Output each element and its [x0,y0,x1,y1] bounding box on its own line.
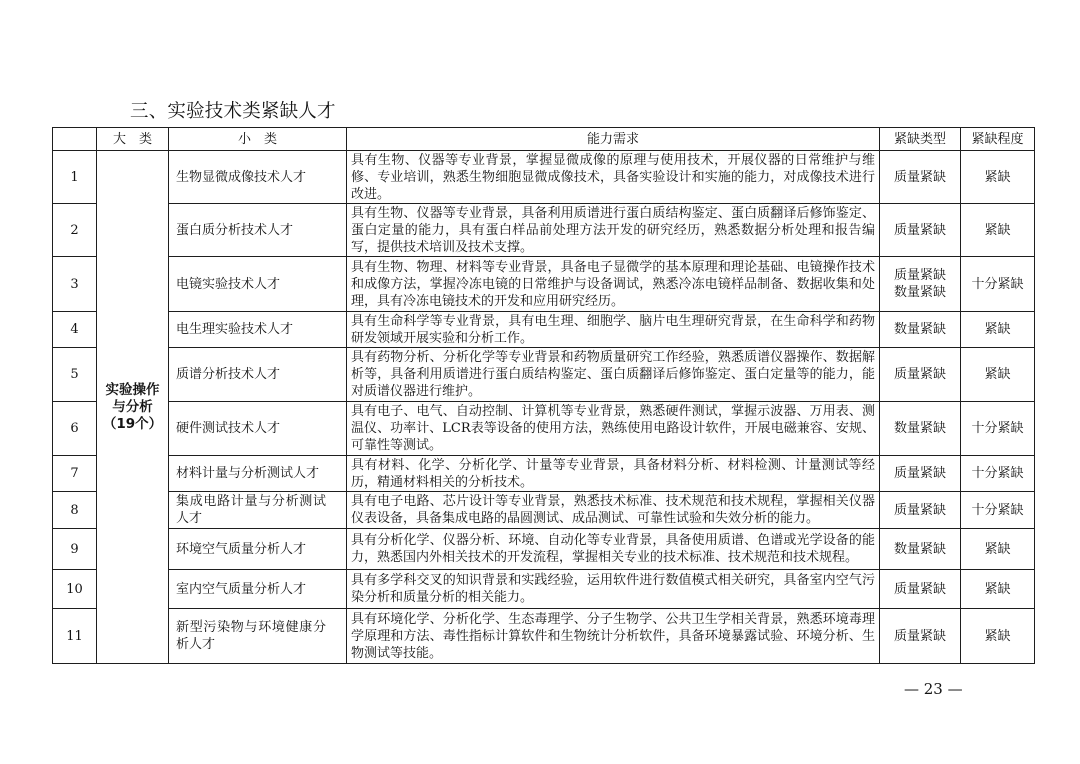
table-row [53,257,1035,312]
shortage-level-cell: 紧缺 [961,348,1035,402]
page-number: — 23 — [904,680,963,698]
table-row [53,570,1035,609]
header-subcategory: 小 类 [169,128,347,151]
requirements-cell: 具有电子电路、芯片设计等专业背景，熟悉技术标准、技术规范和技术规程，掌握相关仪器仪表设备，具备集成电路的晶圆测试、成品测试、可靠性试验和失效分析的能力。 [347,492,880,529]
shortage-type: 质量紧缺 [893,169,946,185]
category-line: 与分析 [112,398,153,415]
subcategory-cell: 室内空气质量分析人才 [169,570,347,609]
subcategory-cell: 环境空气质量分析人才 [169,529,347,570]
shortage-type-cell [880,570,961,609]
shortage-level-cell: 十分紧缺 [961,456,1035,492]
requirements-cell: 具有生命科学等专业背景，具有电生理、细胞学、脑片电生理研究背景，在生命科学和药物研发领域开展实验和分析工作。 [347,312,880,348]
shortage-type-cell [880,348,961,402]
subcategory-cell: 硬件测试技术人才 [169,402,347,456]
shortage-type: 质量紧缺 [893,222,946,238]
requirements-cell: 具有生物、仪器等专业背景，具备利用质谱进行蛋白质结构鉴定、蛋白质翻译后修饰鉴定、蛋白定量的能力，具有蛋白样品前处理方法开发的研究经历，熟悉数据分析处理和报告编写，提供技术培训及技术支撑。 [347,204,880,257]
shortage-type: 数量紧缺 [893,421,946,436]
section-title: 三、实验技术类紧缺人才 [130,101,336,122]
shortage-type: 质量紧缺 [893,628,946,644]
row-number: 2 [53,204,97,257]
shortage-level-cell: 紧缺 [961,312,1035,348]
subcategory-cell: 材料计量与分析测试人才 [169,456,347,492]
requirements-cell: 具有材料、化学、分析化学、计量等专业背景，具备材料分析、材料检测、计量测试等经历，精通材料相关的分析技术。 [347,456,880,492]
table-row [53,151,1035,204]
category-cell [97,151,169,664]
shortage-type: 质量紧缺 [893,502,946,518]
talent-table [52,127,1035,664]
row-number: 5 [53,348,97,402]
subcategory-cell: 集成电路计量与分析测试人才 [169,492,347,529]
shortage-type: 质量紧缺 [893,466,946,481]
shortage-type-cell [880,257,961,312]
row-number: 4 [53,312,97,348]
shortage-type-cell [880,312,961,348]
shortage-type-cell [880,529,961,570]
row-number: 1 [53,151,97,204]
requirements-cell: 具有生物、物理、材料等专业背景，具备电子显微学的基本原理和理论基础、电镜操作技术和成像方法，掌握冷冻电镜的日常维护与设备调试，熟悉冷冻电镜样品制备、数据收集和处理，具有冷冻电镜技术的开发和应用研究经历。 [347,257,880,312]
table-row [53,312,1035,348]
requirements-cell: 具有药物分析、分析化学等专业背景和药物质量研究工作经验，熟悉质谱仪器操作、数据解析等，具备利用质谱进行蛋白质结构鉴定、蛋白质翻译后修饰鉴定、蛋白定量等的能力，能对质谱仪器进行维护。 [347,348,880,402]
requirements-cell: 具有环境化学、分析化学、生态毒理学、分子生物学、公共卫生学相关背景，熟悉环境毒理学原理和方法、毒性指标计算软件和生物统计分析软件，具备环境暴露试验、环境分析、生物测试等技能。 [347,609,880,664]
subcategory-cell: 新型污染物与环境健康分析人才 [169,609,347,664]
header-index [53,128,97,151]
row-number: 7 [53,456,97,492]
requirements-cell: 具有电子、电气、自动控制、计算机等专业背景，熟悉硬件测试，掌握示波器、万用表、测温仪、功率计、LCR表等设备的使用方法，熟练使用电路设计软件，开展电磁兼容、安规、可靠性等测试。 [347,402,880,456]
shortage-type: 数量紧缺 [893,285,946,300]
shortage-level-cell: 十分紧缺 [961,492,1035,529]
row-number: 9 [53,529,97,570]
row-number: 10 [53,570,97,609]
header-category: 大 类 [97,128,169,151]
shortage-level-cell: 紧缺 [961,570,1035,609]
shortage-type-cell [880,492,961,529]
shortage-type-cell [880,402,961,456]
shortage-type: 数量紧缺 [893,322,946,337]
requirements-cell: 具有分析化学、仪器分析、环境、自动化等专业背景，具备使用质谱、色谱或光学设备的能力，熟悉国内外相关技术的开发流程，掌握相关专业的技术标准、技术规范和技术规程。 [347,529,880,570]
table-row [53,348,1035,402]
row-number: 8 [53,492,97,529]
subcategory-cell: 蛋白质分析技术人才 [169,204,347,257]
table-header-row [53,128,1035,151]
shortage-type: 质量紧缺 [893,581,946,597]
table-row [53,609,1035,664]
shortage-type: 数量紧缺 [893,541,946,557]
header-shortage-level: 紧缺程度 [961,128,1035,151]
header-requirements: 能力需求 [347,128,880,151]
subcategory-cell: 质谱分析技术人才 [169,348,347,402]
subcategory-cell: 电生理实验技术人才 [169,312,347,348]
shortage-type: 质量紧缺 [893,268,946,283]
requirements-cell: 具有生物、仪器等专业背景，掌握显微成像的原理与使用技术，开展仪器的日常维护与维修、专业培训，熟悉生物细胞显微成像技术，具备实验设计和实施的能力，对成像技术进行改进。 [347,151,880,204]
shortage-type-cell [880,609,961,664]
row-number: 3 [53,257,97,312]
shortage-level-cell: 紧缺 [961,151,1035,204]
table-row [53,529,1035,570]
category-line: 实验操作 [105,381,160,398]
shortage-level-cell: 紧缺 [961,204,1035,257]
shortage-level-cell: 十分紧缺 [961,257,1035,312]
shortage-type: 质量紧缺 [893,367,946,382]
shortage-type-cell [880,456,961,492]
header-shortage-type: 紧缺类型 [880,128,961,151]
subcategory-cell: 生物显微成像技术人才 [169,151,347,204]
table-row [53,456,1035,492]
shortage-level-cell: 紧缺 [961,609,1035,664]
shortage-type-cell [880,204,961,257]
row-number: 11 [53,609,97,664]
shortage-type-cell [880,151,961,204]
table-row [53,402,1035,456]
subcategory-cell: 电镜实验技术人才 [169,257,347,312]
shortage-level-cell: 紧缺 [961,529,1035,570]
row-number: 6 [53,402,97,456]
shortage-level-cell: 十分紧缺 [961,402,1035,456]
requirements-cell: 具有多学科交叉的知识背景和实践经验，运用软件进行数值模式相关研究，具备室内空气污染分析和质量分析的相关能力。 [347,570,880,609]
category-line: （19个） [102,415,163,432]
table-row [53,204,1035,257]
table-row [53,492,1035,529]
